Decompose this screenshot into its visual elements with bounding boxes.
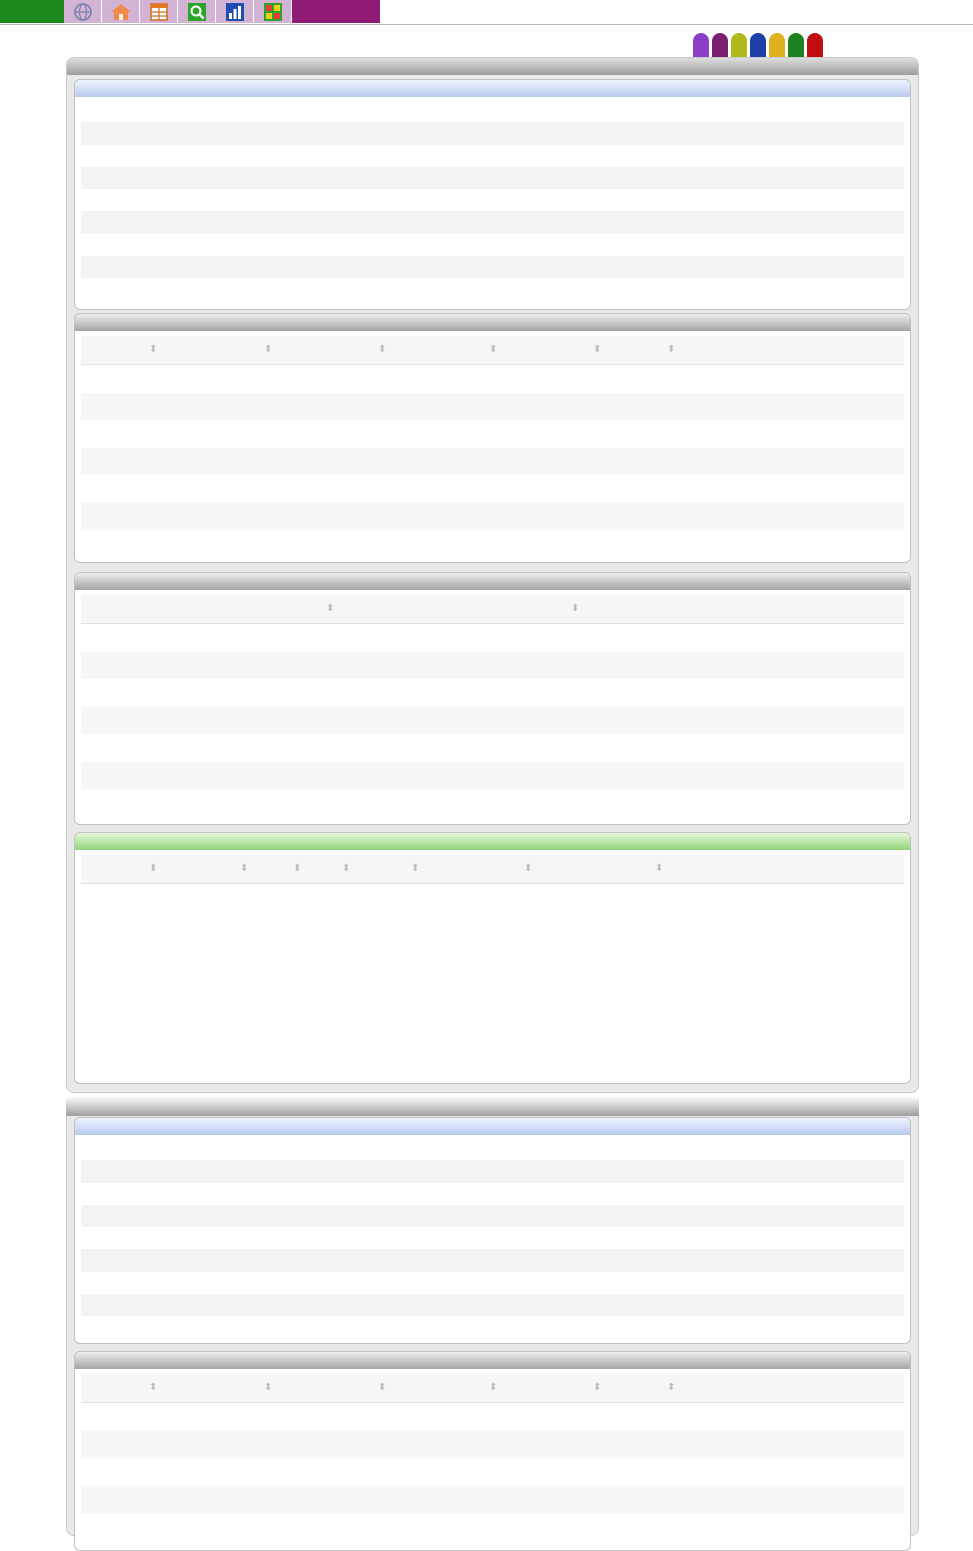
sort-icon: ⬍ <box>667 344 676 355</box>
globe-icon[interactable] <box>64 0 102 23</box>
sort-icon: ⬍ <box>593 344 602 355</box>
ifb-snapshot-box <box>74 1117 911 1344</box>
tab-6[interactable] <box>693 33 709 57</box>
tab-3[interactable] <box>750 33 766 57</box>
ifb-snapshot-list <box>81 1138 904 1316</box>
top-bar <box>0 0 973 25</box>
top-icon-bar <box>64 0 292 23</box>
grid-icon[interactable] <box>254 0 292 23</box>
header-cell[interactable] <box>149 1374 160 1402</box>
sort-icon: ⬍ <box>240 863 249 874</box>
tab-1[interactable] <box>788 33 804 57</box>
header-cell[interactable] <box>524 855 535 883</box>
header-cell[interactable] <box>149 336 160 364</box>
tse-snapshot-list <box>81 100 904 278</box>
sort-icon: ⬍ <box>149 344 158 355</box>
stat-row <box>81 122 904 144</box>
header-cell[interactable] <box>489 1374 500 1402</box>
stat-row <box>81 211 904 233</box>
table-header <box>81 1374 904 1403</box>
header-cell[interactable] <box>378 336 389 364</box>
stat-row <box>81 1183 904 1205</box>
sort-icon: ⬍ <box>667 1382 676 1393</box>
home-icon[interactable] <box>102 0 140 23</box>
tse-active-table <box>81 855 904 912</box>
header-cell[interactable] <box>293 855 304 883</box>
show-menu-button[interactable] <box>0 0 64 23</box>
header-cell[interactable] <box>240 855 251 883</box>
stat-row <box>81 167 904 189</box>
ifb-indices-box <box>74 1351 911 1551</box>
header-cell[interactable] <box>489 336 500 364</box>
header-cell[interactable] <box>149 855 160 883</box>
sort-icon: ⬍ <box>342 863 351 874</box>
tab-5[interactable] <box>712 33 728 57</box>
tse-impact-table <box>81 595 904 817</box>
table-row[interactable] <box>81 475 904 503</box>
header-cell[interactable] <box>264 1374 275 1402</box>
stat-row <box>81 256 904 278</box>
tab-0[interactable] <box>807 33 823 57</box>
sort-icon: ⬍ <box>149 1382 158 1393</box>
old-site-button[interactable] <box>292 0 380 23</box>
table-row[interactable] <box>81 420 904 448</box>
header-cell[interactable] <box>326 595 337 623</box>
header-cell[interactable] <box>593 336 604 364</box>
stat-row <box>81 234 904 256</box>
stat-row <box>81 189 904 211</box>
header-cell[interactable] <box>571 595 582 623</box>
sort-icon: ⬍ <box>378 344 387 355</box>
stat-row <box>81 1249 904 1271</box>
tse-snapshot-box <box>74 79 911 310</box>
table-row[interactable] <box>81 1403 904 1431</box>
header-cell[interactable] <box>411 855 422 883</box>
header-cell[interactable] <box>378 1374 389 1402</box>
sort-icon: ⬍ <box>489 1382 498 1393</box>
table-row[interactable] <box>81 762 904 790</box>
stat-row <box>81 100 904 122</box>
table-row[interactable] <box>81 530 904 558</box>
sort-icon: ⬍ <box>293 863 302 874</box>
header-cell[interactable] <box>655 855 666 883</box>
header-cell[interactable] <box>264 336 275 364</box>
tse-impact-box <box>74 572 911 825</box>
table-header <box>81 336 904 365</box>
stat-row <box>81 1205 904 1227</box>
table-row[interactable] <box>81 448 904 476</box>
sort-icon: ⬍ <box>489 344 498 355</box>
table-row[interactable] <box>81 1458 904 1486</box>
sort-icon: ⬍ <box>524 863 533 874</box>
header-cell[interactable] <box>667 336 678 364</box>
table-row[interactable] <box>81 503 904 531</box>
tse-indices-table <box>81 336 904 558</box>
table-row[interactable] <box>81 1486 904 1514</box>
table-icon[interactable] <box>140 0 178 23</box>
search-icon[interactable] <box>178 0 216 23</box>
table-row[interactable] <box>81 1431 904 1459</box>
table-row[interactable] <box>81 393 904 421</box>
tab-4[interactable] <box>731 33 747 57</box>
table-header <box>81 855 904 884</box>
table-row[interactable] <box>81 652 904 680</box>
table-row[interactable] <box>81 624 904 652</box>
sort-icon: ⬍ <box>593 1382 602 1393</box>
sort-icon: ⬍ <box>571 603 580 614</box>
ifb-section-bar <box>66 1096 919 1116</box>
table-row[interactable] <box>81 365 904 393</box>
header-cell[interactable] <box>593 1374 604 1402</box>
sort-icon: ⬍ <box>264 1382 273 1393</box>
stat-row <box>81 1272 904 1294</box>
table-row[interactable] <box>81 679 904 707</box>
stat-row <box>81 1227 904 1249</box>
market-tabs <box>153 33 823 57</box>
header-cell[interactable] <box>342 855 353 883</box>
table-row[interactable] <box>81 734 904 762</box>
ifb-panel <box>66 1116 919 1536</box>
sort-icon: ⬍ <box>378 1382 387 1393</box>
sort-icon: ⬍ <box>655 863 664 874</box>
table-row[interactable] <box>81 884 904 912</box>
sort-icon: ⬍ <box>149 863 158 874</box>
sort-icon: ⬍ <box>326 603 335 614</box>
sort-icon: ⬍ <box>264 344 273 355</box>
tse-indices-box <box>74 313 911 563</box>
stat-row <box>81 1138 904 1160</box>
table-row[interactable] <box>81 707 904 735</box>
table-header <box>81 595 904 624</box>
chart-icon[interactable] <box>216 0 254 23</box>
stat-row <box>81 1160 904 1182</box>
tse-panel <box>66 57 919 1093</box>
tse-active-box <box>74 832 911 1084</box>
stat-row <box>81 145 904 167</box>
header-cell[interactable] <box>667 1374 678 1402</box>
table-row[interactable] <box>81 789 904 817</box>
sort-icon: ⬍ <box>411 863 420 874</box>
ifb-indices-table <box>81 1374 904 1513</box>
tab-2[interactable] <box>769 33 785 57</box>
stat-row <box>81 1294 904 1316</box>
